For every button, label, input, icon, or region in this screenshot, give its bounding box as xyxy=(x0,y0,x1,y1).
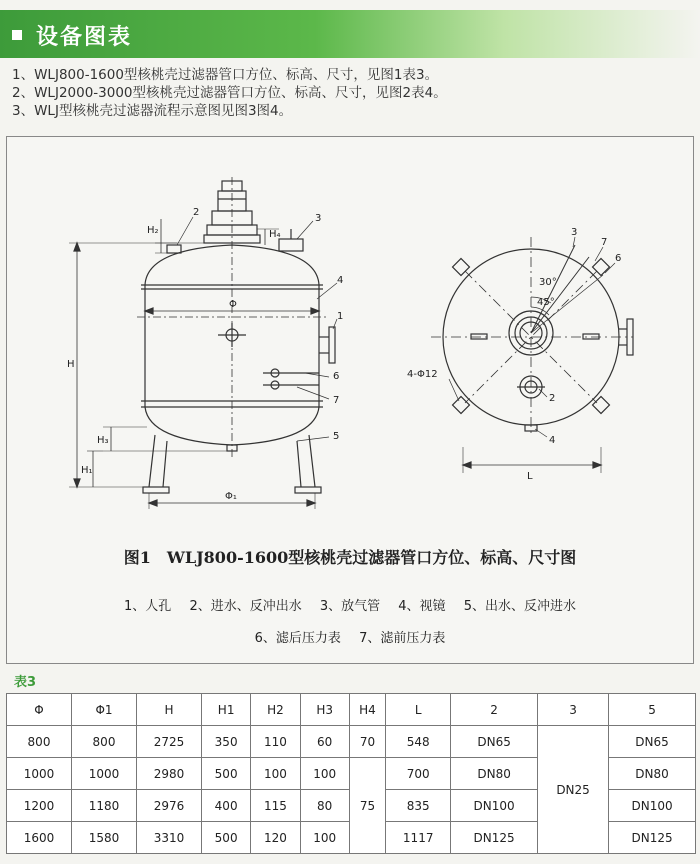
table-cell: 100 xyxy=(300,758,349,790)
table-header: H1 xyxy=(202,694,251,726)
legend-line-2 xyxy=(7,627,693,646)
table-cell: 700 xyxy=(386,758,451,790)
table-cell: 1580 xyxy=(72,822,137,854)
table-header: H xyxy=(137,694,202,726)
figure-1-box xyxy=(6,136,694,664)
dim-label-h3: H₃ xyxy=(97,435,109,446)
table-cell: 1200 xyxy=(7,790,72,822)
table-cell: 400 xyxy=(202,790,251,822)
table-cell: 3310 xyxy=(137,822,202,854)
table-header: 2 xyxy=(451,694,538,726)
table-header: 3 xyxy=(538,694,609,726)
legend-item-5: 5、出水、反冲进水 xyxy=(463,599,576,614)
dim-label-l: L xyxy=(527,471,533,482)
table-cell: 1000 xyxy=(7,758,72,790)
table-cell: 110 xyxy=(251,726,300,758)
table-cell-merged-h4: 75 xyxy=(349,758,385,854)
dim-label-h4: H₄ xyxy=(269,229,281,240)
table-header: 5 xyxy=(609,694,696,726)
legend-item-2: 2、进水、反冲出水 xyxy=(189,599,302,614)
table-cell: 1117 xyxy=(386,822,451,854)
dim-label-phi1: Φ₁ xyxy=(225,491,237,502)
legend-item-7: 7、滤前压力表 xyxy=(359,631,446,646)
table-header: H2 xyxy=(251,694,300,726)
table-cell: DN80 xyxy=(609,758,696,790)
legend-item-3: 3、放气管 xyxy=(319,599,381,614)
legend-item-6: 6、滤后压力表 xyxy=(254,631,341,646)
table-cell-merged-dn25: DN25 xyxy=(538,726,609,854)
legend-line-1 xyxy=(7,595,693,614)
table-cell: 350 xyxy=(202,726,251,758)
top-view-labels xyxy=(407,227,621,482)
dim-label-phi: Φ xyxy=(229,299,237,310)
table-label: 表3 xyxy=(14,675,37,690)
callout-4-top: 4 xyxy=(549,435,556,446)
dim-label-h2: H₂ xyxy=(147,225,159,236)
hole-spec-label: 4-Φ12 xyxy=(407,369,438,380)
table-cell: DN100 xyxy=(451,790,538,822)
callout-5-front: 5 xyxy=(333,431,340,442)
table-cell: 100 xyxy=(251,758,300,790)
callout-7-front: 7 xyxy=(333,395,340,406)
table-cell: 1600 xyxy=(7,822,72,854)
table-cell: 500 xyxy=(202,822,251,854)
section-title: 设备图表 xyxy=(36,25,133,50)
callout-2-front: 2 xyxy=(193,207,200,218)
table-cell: 835 xyxy=(386,790,451,822)
legend-item-4: 4、视镜 xyxy=(398,599,446,614)
table-header: Φ xyxy=(7,694,72,726)
table-cell: 120 xyxy=(251,822,300,854)
table-cell: DN125 xyxy=(609,822,696,854)
table-cell: 2725 xyxy=(137,726,202,758)
table-cell: 548 xyxy=(386,726,451,758)
table-header-row xyxy=(7,694,696,726)
callout-6-top: 6 xyxy=(615,253,622,264)
table-cell: 1180 xyxy=(72,790,137,822)
intro-list xyxy=(12,66,447,120)
intro-item-3: 3、WLJ型核桃壳过滤器流程示意图见图3图4。 xyxy=(12,103,293,119)
intro-item-2: 2、WLJ2000-3000型核桃壳过滤器管口方位、标高、尺寸，见图2表4。 xyxy=(12,85,447,101)
table-cell: 2976 xyxy=(137,790,202,822)
dim-label-h1: H₁ xyxy=(81,465,93,476)
intro-item-1: 1、WLJ800-1600型核桃壳过滤器管口方位、标高、尺寸，见图1表3。 xyxy=(12,67,439,83)
table-cell: 60 xyxy=(300,726,349,758)
technical-drawing xyxy=(7,137,693,537)
callout-3-front: 3 xyxy=(315,213,322,224)
spec-table xyxy=(6,693,696,854)
front-view-drawing xyxy=(69,177,340,509)
callout-1-front: 1 xyxy=(337,311,344,322)
table-cell: 115 xyxy=(251,790,300,822)
table-cell: DN65 xyxy=(609,726,696,758)
legend-item-1: 1、人孔 xyxy=(124,599,172,614)
table-cell: DN100 xyxy=(609,790,696,822)
bullet-square-icon xyxy=(12,30,22,40)
table-cell: DN80 xyxy=(451,758,538,790)
table-cell: 500 xyxy=(202,758,251,790)
table-header: Φ1 xyxy=(72,694,137,726)
callout-3-top: 3 xyxy=(571,227,578,238)
table-cell: DN65 xyxy=(451,726,538,758)
table-cell: 800 xyxy=(7,726,72,758)
angle-label-45: 45° xyxy=(537,297,555,308)
table-row xyxy=(7,726,696,758)
table-cell: 1000 xyxy=(72,758,137,790)
table-cell: 100 xyxy=(300,822,349,854)
table-cell: 80 xyxy=(300,790,349,822)
angle-label-30: 30° xyxy=(539,277,557,288)
callout-4-front: 4 xyxy=(337,275,344,286)
top-view-drawing xyxy=(431,237,633,473)
callout-2-top: 2 xyxy=(549,393,556,404)
table-header: H3 xyxy=(300,694,349,726)
table-header: L xyxy=(386,694,451,726)
dim-label-h: H xyxy=(67,359,75,370)
table-cell: 70 xyxy=(349,726,385,758)
callout-7-top: 7 xyxy=(601,237,608,248)
table-cell: 2980 xyxy=(137,758,202,790)
callout-6-front: 6 xyxy=(333,371,340,382)
table-header: H4 xyxy=(349,694,385,726)
figure-caption: 图1 WLJ800-1600型核桃壳过滤器管口方位、标高、尺寸图 xyxy=(123,548,577,567)
table-cell: 800 xyxy=(72,726,137,758)
table-cell: DN125 xyxy=(451,822,538,854)
